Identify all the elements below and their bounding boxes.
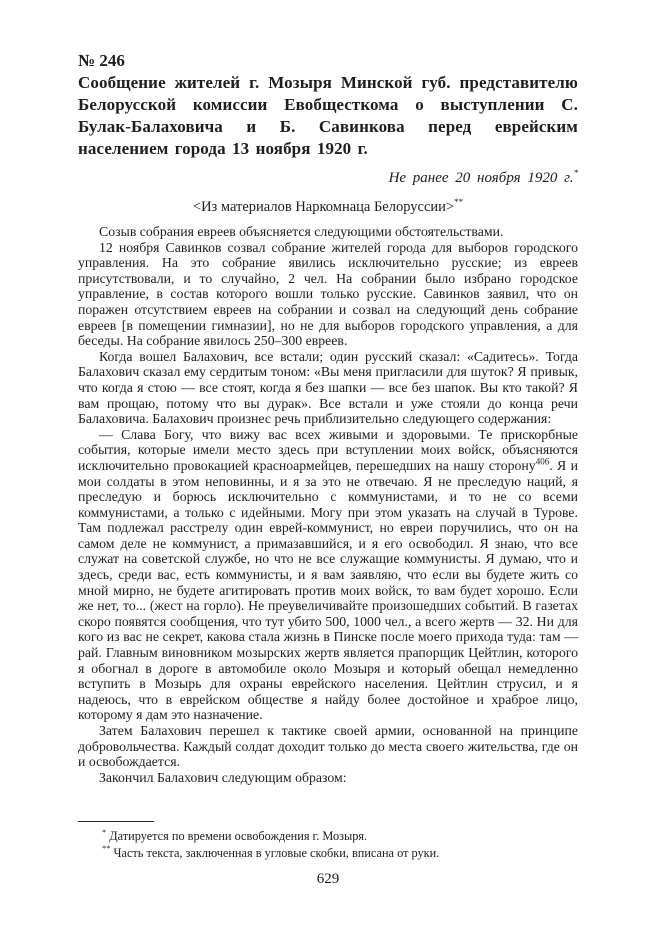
dateline-footnote-marker: * (573, 168, 578, 178)
footnote-1 (78, 828, 578, 845)
paragraph-3-text: Когда вошел Балахович, все встали; один русский сказал: «Садитесь». Тогда Балахович сказал ему сердитым тоном: «Вы меня пригласили для шуток? Я привык, что когда я стою — все стоят, когда я без шапки — все без шапок. Вы кто такой? Я вам прощаю, потому что вы дурак». Все встали и уже стояли до конца речи Балаховича. Балахович произнес речь приблизительно следующего содержания: (78, 348, 578, 427)
document-body (78, 224, 578, 785)
dateline-text: Не ранее 20 ноября 1920 г. (388, 170, 574, 186)
page-footer (78, 821, 578, 888)
footnotes (78, 828, 578, 861)
dateline (78, 169, 578, 187)
source-footnote-marker: ** (454, 197, 464, 208)
footnote-1-text: Датируется по времени освобождения г. Мозыря. (109, 829, 368, 843)
paragraph-1 (78, 224, 578, 240)
footnote-2 (78, 845, 578, 862)
paragraph-4-text-after: . Я и мои солдаты в этом неповинны, и я за это не отвечаю. Я не преследую наций, я преследую и борюсь исключительно с коммунистами, и то не со всеми коммунистами, а только с идейными. Могу при этом указать на случай в Турове. Там подлежал расстрелу один еврей-коммунист, но евреи поручились, что он на самом деле не коммунист, а примазавшийся, и я его освободил. Я знаю, что все служат на советской службе, но что не все служащие коммунисты. Я думаю, что и здесь, среди вас, есть коммунисты, и я вам заявляю, что если вы будете жить со мной мирно, не будете агитировать против моих войск, то вам будет хорошо. Если же нет, то... (жест на горло). Не преувеличивайте произошедших событий. В газетах скоро появятся сообщения, что тут убито 500, 1000 чел., а всего жертв — 32. Ни для кого из вас не секрет, какова стала жизнь в Пинске после моего прихода туда: там — рай. Главным виновником мозырских жертв является прапорщик Цейтлин, которого я обогнал в дороге в автомобиле около Мозыря и который обещал немедленно вступить в Мозырь для охраны еврейского населения. Цейтлин струсил, и я надеюсь, что в еврейском обществе я найду более достойное и храброе лицо, которому я дам это назначение. (78, 457, 578, 723)
page-number: 629 (316, 871, 340, 887)
paragraph-4-text-before: — Слава Богу, что вижу вас всех живыми и здоровыми. Те прискорбные события, которые имели место здесь при вступлении моих войск, объясняются исключительно провокацией красноармейцев, перешедших на нашу сторону (78, 426, 578, 473)
paragraph-5-text: Затем Балахович перешел к тактике своей армии, основанной на принципе добровольчества. Каждый солдат доходит только до места своего жительства, где он и освобождается. (78, 723, 578, 770)
paragraph-1-text: Созыв собрания евреев объясняется следующими обстоятельствами. (99, 224, 504, 239)
footnote-2-text: Часть текста, заключенная в угловые скобки, вписана от руки. (113, 845, 440, 860)
endnote-ref-406: 406 (535, 456, 550, 467)
paragraph-6-text: Закончил Балахович следующим образом: (99, 769, 347, 785)
paragraph-3 (78, 349, 578, 427)
doc-number: № 246 (78, 51, 125, 70)
source-line (78, 199, 578, 216)
document-heading (78, 50, 578, 160)
footnote-1-marker: * (102, 826, 107, 837)
footnote-rule (78, 821, 154, 822)
paragraph-5 (78, 723, 578, 770)
footnote-2-marker: ** (102, 843, 111, 854)
paragraph-6 (78, 770, 578, 786)
source-line-text: <Из материалов Наркомнаца Белоруссии> (192, 199, 455, 215)
paragraph-2-text: 12 ноября Савинков созвал собрание жителей города для выборов городского управления. На это собрание явились исключительно русские; из евреев присутствовали, и то случайно, 2 чел. На собрании было избрано городское управление, в состав которого вошли только русские. Савинков заявил, что он поражен отсутствием евреев на собрании и созвал на следующий день собрание евреев [в помещении гимназии], но не для выборов городского управления, а для беседы. На собрание явилось 250–300 евреев. (78, 239, 578, 349)
paragraph-2 (78, 240, 578, 349)
paragraph-4 (78, 427, 578, 723)
doc-title: Сообщение жителей г. Мозыря Минской губ. представителю Белорусской комиссии Евобщесткома о выступлении С. Булак-Балаховича и Б. Савинкова перед еврейским населением города 13 ноября 1920 г. (78, 73, 578, 158)
